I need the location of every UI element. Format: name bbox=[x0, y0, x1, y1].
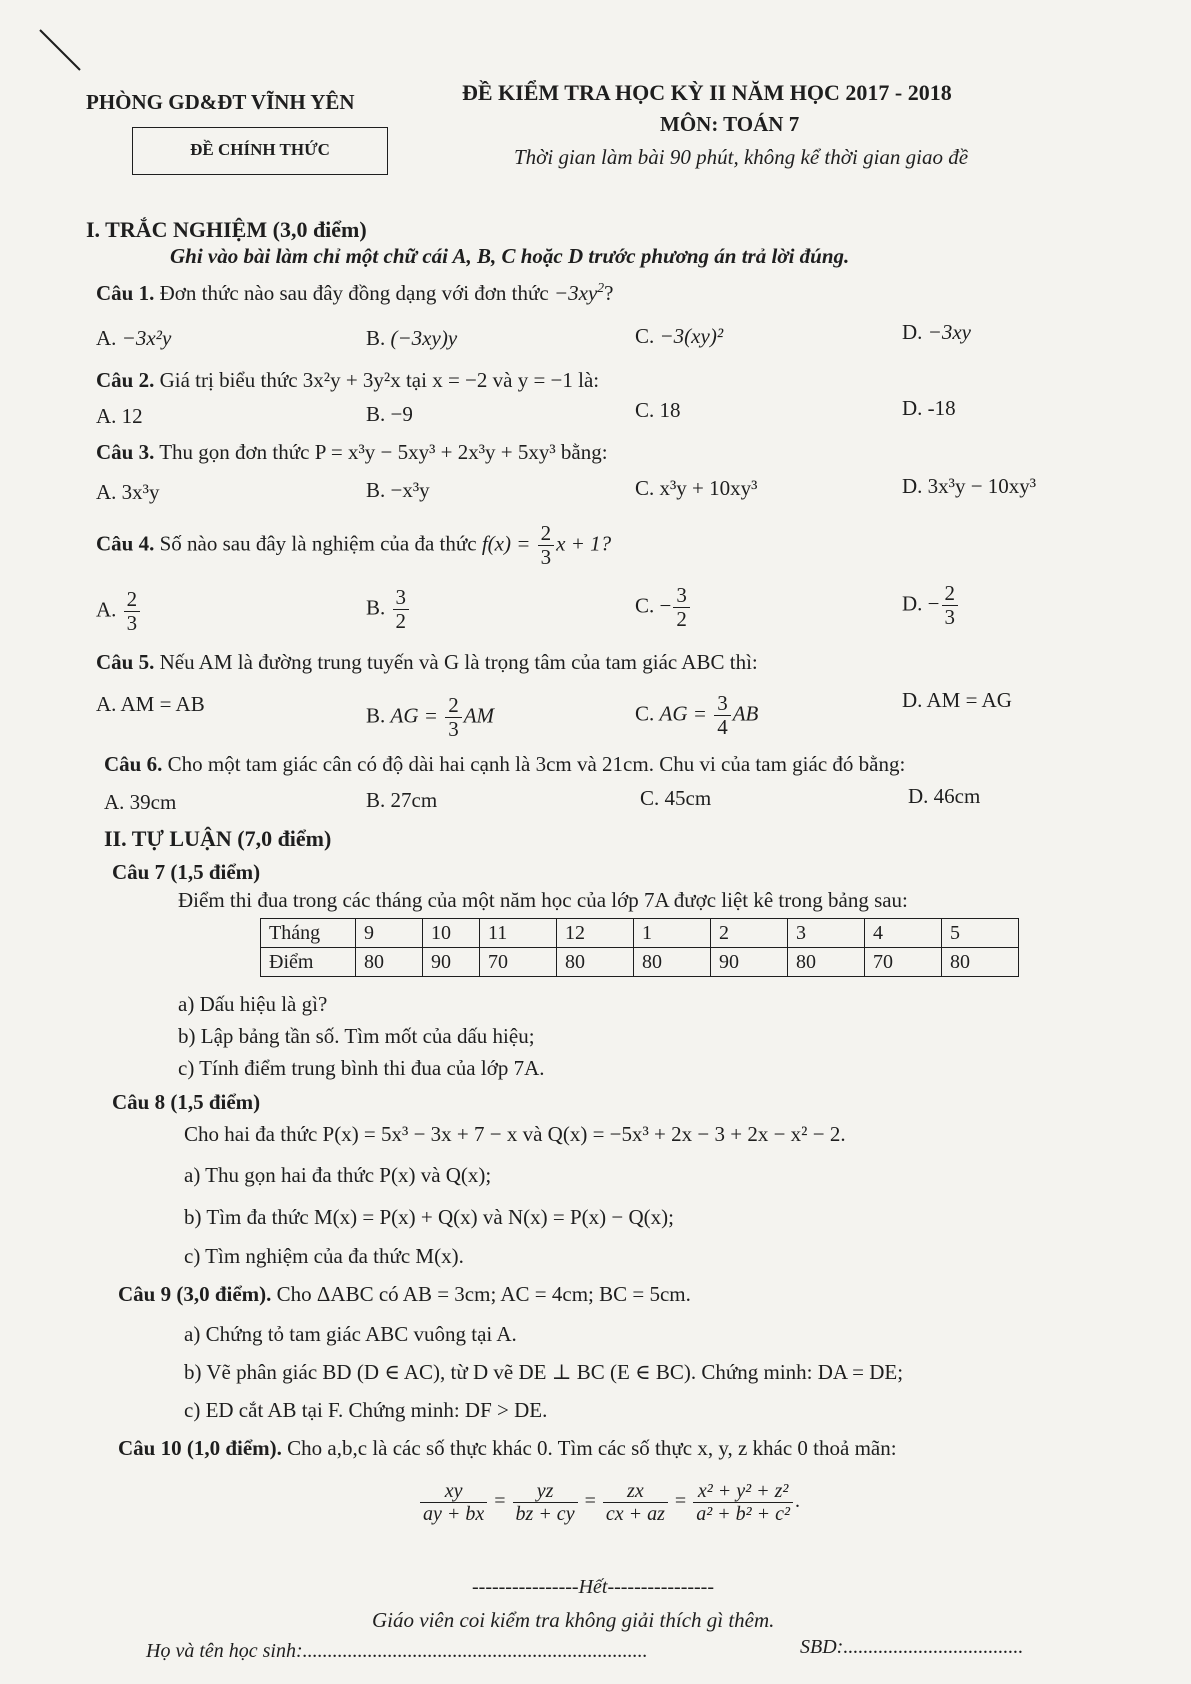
table-cell: 9 bbox=[356, 919, 423, 948]
q8-part-c: c) Tìm nghiệm của đa thức M(x). bbox=[184, 1244, 464, 1268]
q1-option-a: A. −3x²y bbox=[96, 326, 172, 350]
table-cell: 2 bbox=[711, 919, 788, 948]
q1-label: Câu 1. bbox=[96, 281, 155, 305]
subject: MÔN: TOÁN 7 bbox=[660, 112, 800, 136]
q7-part-c: c) Tính điểm trung bình thi đua của lớp 7A. bbox=[178, 1056, 545, 1080]
table-cell: 80 bbox=[942, 948, 1019, 977]
q5-option-b: B. AG = $\frac{2}{3}$ AM bbox=[366, 693, 495, 742]
table-cell: 90 bbox=[423, 948, 480, 977]
q2-option-d: D. -18 bbox=[902, 396, 956, 420]
q8-intro: Cho hai đa thức P(x) = 5x³ − 3x + 7 − x và Q(x) = −5x³ + 2x − 3 + 2x − x² − 2. bbox=[184, 1122, 846, 1146]
q1-tail: ? bbox=[604, 281, 614, 305]
q3-option-d: D. 3x³y − 10xy³ bbox=[902, 474, 1037, 498]
q8-part-b: b) Tìm đa thức M(x) = P(x) + Q(x) và N(x) = P(x) − Q(x); bbox=[184, 1205, 674, 1229]
q2-option-b: B. −9 bbox=[366, 402, 413, 426]
table-cell: 70 bbox=[865, 948, 942, 977]
department: PHÒNG GD&ĐT VĨNH YÊN bbox=[86, 90, 355, 114]
table-header-month: Tháng bbox=[261, 919, 356, 948]
question-10: Câu 10 (1,0 điểm). Cho a,b,c là các số thực khác 0. Tìm các số thực x, y, z khác 0 thoả mãn: bbox=[118, 1436, 897, 1460]
table-cell: 70 bbox=[480, 948, 557, 977]
q9-part-c: c) ED cắt AB tại F. Chứng minh: DF > DE. bbox=[184, 1398, 548, 1422]
table-row-months bbox=[261, 919, 1019, 948]
sbd-field: SBD:.................................... bbox=[800, 1636, 1024, 1658]
q8-part-a: a) Thu gọn hai đa thức P(x) và Q(x); bbox=[184, 1163, 492, 1187]
q5-option-d: D. AM = AG bbox=[902, 688, 1012, 712]
part1-title: I. TRẮC NGHIỆM (3,0 điểm) bbox=[86, 217, 367, 242]
q1-option-d: D. −3xy bbox=[902, 320, 971, 344]
q7-intro: Điểm thi đua trong các tháng của một năm học của lớp 7A được liệt kê trong bảng sau: bbox=[178, 888, 908, 912]
q4-option-d: D. − $\frac{2}{3}$ bbox=[902, 582, 960, 629]
q1-exp: 2 bbox=[597, 280, 605, 295]
q4-option-b: B. $\frac{3}{2}$ bbox=[366, 586, 411, 633]
exam-title: ĐỀ KIỂM TRA HỌC KỲ II NĂM HỌC 2017 - 2018 bbox=[462, 80, 952, 105]
table-cell: 80 bbox=[634, 948, 711, 977]
q4-option-c: C. − $\frac{3}{2}$ bbox=[635, 584, 692, 631]
question-6: Câu 6. Cho một tam giác cân có độ dài hai cạnh là 3cm và 21cm. Chu vi của tam giác đó bằng: bbox=[104, 752, 906, 776]
q9-part-a: a) Chứng tỏ tam giác ABC vuông tại A. bbox=[184, 1322, 517, 1346]
q7-part-a: a) Dấu hiệu là gì? bbox=[178, 992, 328, 1016]
pen-mark bbox=[36, 26, 86, 76]
table-cell: 80 bbox=[356, 948, 423, 977]
q2-option-a: A. 12 bbox=[96, 404, 143, 428]
table-cell: 4 bbox=[865, 919, 942, 948]
q7-table bbox=[260, 918, 1019, 977]
footer-note: Giáo viên coi kiểm tra không giải thích gì thêm. bbox=[372, 1608, 775, 1632]
table-cell: 90 bbox=[711, 948, 788, 977]
q1-expr: −3xy bbox=[553, 281, 598, 305]
q9-part-b: b) Vẽ phân giác BD (D ∈ AC), từ D vẽ DE ⊥ BC (E ∈ BC). Chứng minh: DA = DE; bbox=[184, 1360, 904, 1384]
question-4: Câu 4. Số nào sau đây là nghiệm của đa thức f(x) = $\frac{2}{3}$ x + 1? bbox=[96, 521, 612, 570]
table-cell: 80 bbox=[557, 948, 634, 977]
q5-option-c: C. AG = $\frac{3}{4}$ AB bbox=[635, 691, 759, 740]
table-cell: 1 bbox=[634, 919, 711, 948]
q6-option-d: D. 46cm bbox=[908, 784, 981, 808]
q7-part-b: b) Lập bảng tần số. Tìm mốt của dấu hiệu; bbox=[178, 1024, 535, 1048]
q6-option-a: A. 39cm bbox=[104, 790, 177, 814]
question-5: Câu 5. Nếu AM là đường trung tuyến và G là trọng tâm của tam giác ABC thì: bbox=[96, 650, 758, 674]
part1-instruction: Ghi vào bài làm chỉ một chữ cái A, B, C hoặc D trước phương án trả lời đúng. bbox=[170, 244, 850, 268]
table-cell: 11 bbox=[480, 919, 557, 948]
q6-option-c: C. 45cm bbox=[640, 786, 712, 810]
q1-option-c: C. −3(xy)² bbox=[635, 324, 724, 348]
table-header-score: Điểm bbox=[261, 948, 356, 977]
question-9: Câu 9 (3,0 điểm). Cho ΔABC có AB = 3cm; AC = 4cm; BC = 5cm. bbox=[118, 1282, 691, 1306]
q2-option-c: C. 18 bbox=[635, 398, 681, 422]
q10-equation: $\frac{xy}{ay + bx}$ = $\frac{yz}{bz + cy}$ = $\frac{zx}{cx + az}$ = $\frac{\text{x² + y² + z²}}{\text{a² + b² + c²}}$ . bbox=[418, 1480, 800, 1525]
table-cell: 80 bbox=[788, 948, 865, 977]
part2-title: II. TỰ LUẬN (7,0 điểm) bbox=[104, 826, 332, 851]
q1-text: Đơn thức nào sau đây đồng dạng với đơn thức bbox=[159, 281, 549, 305]
table-cell: 12 bbox=[557, 919, 634, 948]
q3-option-a: A. 3x³y bbox=[96, 480, 160, 504]
duration-note: Thời gian làm bài 90 phút, không kể thời gian giao đề bbox=[514, 145, 969, 169]
q7-label: Câu 7 (1,5 điểm) bbox=[112, 860, 261, 884]
end-line: ----------------Hết---------------- bbox=[472, 1576, 715, 1598]
table-cell: 5 bbox=[942, 919, 1019, 948]
table-row-scores bbox=[261, 948, 1019, 977]
q3-option-b: B. −x³y bbox=[366, 478, 430, 502]
question-1 bbox=[96, 280, 613, 306]
question-3: Câu 3. Thu gọn đơn thức P = x³y − 5xy³ + 2x³y + 5xy³ bằng: bbox=[96, 440, 608, 464]
question-2: Câu 2. Giá trị biểu thức 3x²y + 3y²x tại x = −2 và y = −1 là: bbox=[96, 368, 600, 392]
table-cell: 10 bbox=[423, 919, 480, 948]
q4-option-a: A. $\frac{2}{3}$ bbox=[96, 588, 142, 635]
q1-option-b: B. (−3xy)y bbox=[366, 326, 458, 350]
table-cell: 3 bbox=[788, 919, 865, 948]
q6-option-b: B. 27cm bbox=[366, 788, 438, 812]
q3-option-c: C. x³y + 10xy³ bbox=[635, 476, 758, 500]
student-name-field: Họ và tên học sinh:..................................................................... bbox=[146, 1640, 648, 1662]
official-label: ĐỀ CHÍNH THỨC bbox=[190, 140, 330, 159]
q8-label: Câu 8 (1,5 điểm) bbox=[112, 1090, 261, 1114]
q5-option-a: A. AM = AB bbox=[96, 692, 205, 716]
